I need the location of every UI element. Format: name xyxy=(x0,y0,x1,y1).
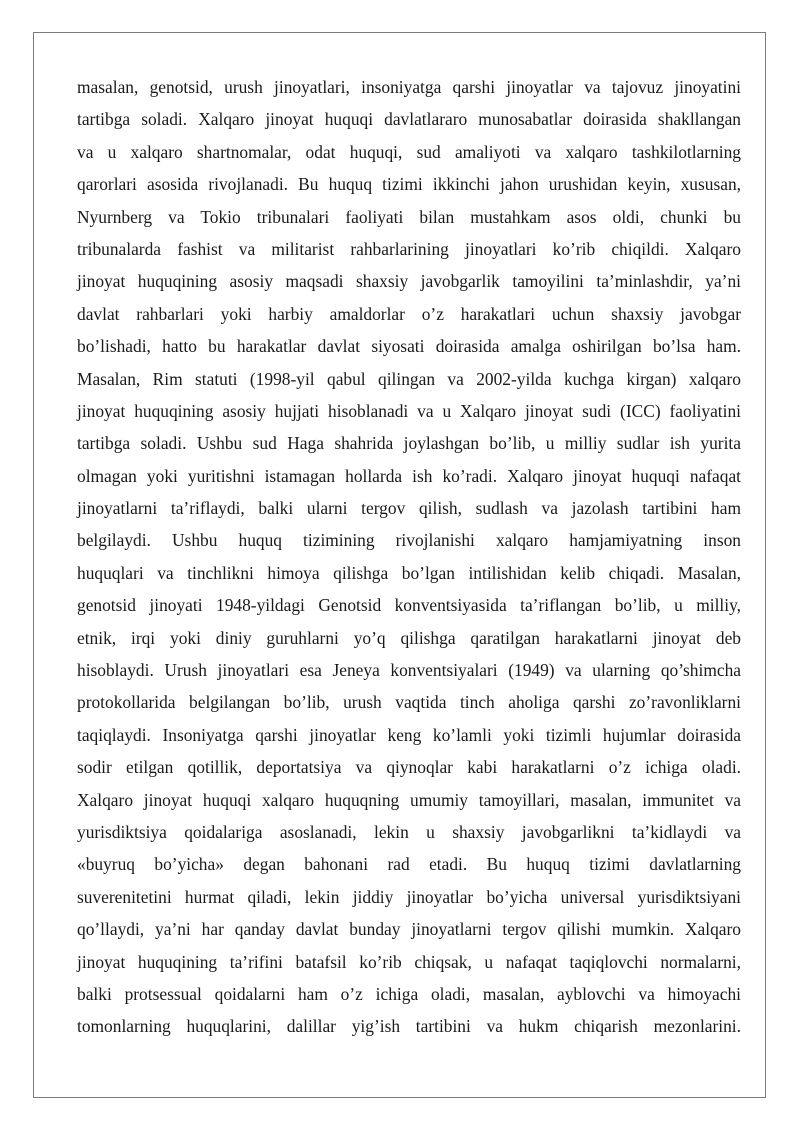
text-line: Masalan, Rim statuti (1998-yil qabul qilingan va 2002-yilda kuchga kirgan) xalqaro xyxy=(77,368,741,389)
text-line: va u xalqaro shartnomalar, odat huquqi, sud amaliyoti va xalqaro tashkilotlarning xyxy=(77,141,741,162)
text-line: olmagan yoki yuritishni istamagan hollarda ish ko’radi. Xalqaro jinoyat huquqi nafaqat xyxy=(77,465,741,486)
text-line: etnik, irqi yoki diniy guruhlarni yo’q qilishga qaratilgan harakatlarni jinoyat deb xyxy=(77,627,741,648)
text-line: jinoyat huquqining asosiy hujjati hisoblanadi va u Xalqaro jinoyat sudi (ICC) faoliyatini xyxy=(77,400,741,421)
text-line: protokollarida belgilangan bo’lib, urush vaqtida tinch aholiga qarshi zo’ravonliklarni xyxy=(77,692,741,713)
text-line: jinoyatlarni ta’riflaydi, balki ularni tergov qilish, sudlash va jazolash tartibini ham xyxy=(77,498,741,519)
text-line: qo’llaydi, ya’ni har qanday davlat bunday jinoyatlarni tergov qilishi mumkin. Xalqaro xyxy=(77,919,741,940)
text-line: Nyurnberg va Tokio tribunalari faoliyati bilan mustahkam asos oldi, chunki bu xyxy=(77,206,741,227)
text-line: suverenitetini hurmat qiladi, lekin jiddiy jinoyatlar bo’yicha universal yurisdiktsiyani xyxy=(77,886,741,907)
text-line: hisoblaydi. Urush jinoyatlari esa Jeneya konventsiyalari (1949) va ularning qo’shimcha xyxy=(77,660,741,681)
text-line: bo’lishadi, hatto bu harakatlar davlat siyosati doirasida amalga oshirilgan bo’lsa ham. xyxy=(77,336,741,357)
text-line: taqiqlaydi. Insoniyatga qarshi jinoyatlar keng ko’lamli yoki tizimli hujumlar doirasida xyxy=(77,724,741,745)
text-line: jinoyat huquqining asosiy maqsadi shaxsiy javobgarlik tamoyilini ta’minlashdir, ya’ni xyxy=(77,271,741,292)
text-line: jinoyat huquqining ta’rifini batafsil ko’rib chiqsak, u nafaqat taqiqlovchi normalarni, xyxy=(77,951,741,972)
text-line: tartibga soladi. Xalqaro jinoyat huquqi davlatlararo munosabatlar doirasida shakllangan xyxy=(77,109,741,130)
text-line: masalan, genotsid, urush jinoyatlari, insoniyatga qarshi jinoyatlar va tajovuz jinoyatini xyxy=(77,77,741,97)
text-line: tribunalarda fashist va militarist rahbarlarining jinoyatlari ko’rib chiqildi. Xalqaro xyxy=(77,238,741,259)
text-line: Xalqaro jinoyat huquqi xalqaro huquqning umumiy tamoyillari, masalan, immunitet va xyxy=(77,789,741,810)
text-line: belgilaydi. Ushbu huquq tizimining rivojlanishi xalqaro hamjamiyatning inson xyxy=(77,530,741,551)
document-body-text xyxy=(77,71,741,1043)
text-line: davlat rahbarlari yoki harbiy amaldorlar o’z harakatlari uchun shaxsiy javobgar xyxy=(77,303,741,324)
text-line: sodir etilgan qotillik, deportatsiya va qiynoqlar kabi harakatlarni o’z ichiga oladi. xyxy=(77,757,741,778)
text-line: qarorlari asosida rivojlanadi. Bu huquq tizimi ikkinchi jahon urushidan keyin, xususan, xyxy=(77,174,741,195)
text-line: genotsid jinoyati 1948-yildagi Genotsid konventsiyasida ta’riflangan bo’lib, u milliy, xyxy=(77,595,741,616)
text-line: yurisdiktsiya qoidalariga asoslanadi, lekin u shaxsiy javobgarlikni ta’kidlaydi va xyxy=(77,821,741,842)
text-line: tomonlarning huquqlarini, dalillar yig’ish tartibini va hukm chiqarish mezonlarini. xyxy=(77,1016,741,1037)
text-line: huquqlari va tinchlikni himoya qilishga bo’lgan intilishidan kelib chiqadi. Masalan, xyxy=(77,562,741,583)
text-line: tartibga soladi. Ushbu sud Haga shahrida joylashgan bo’lib, u milliy sudlar ish yurita xyxy=(77,433,741,454)
text-line: «buyruq bo’yicha» degan bahonani rad etadi. Bu huquq tizimi davlatlarning xyxy=(77,854,741,875)
text-line: balki protsessual qoidalarni ham o’z ichiga oladi, masalan, ayblovchi va himoyachi xyxy=(77,983,741,1004)
